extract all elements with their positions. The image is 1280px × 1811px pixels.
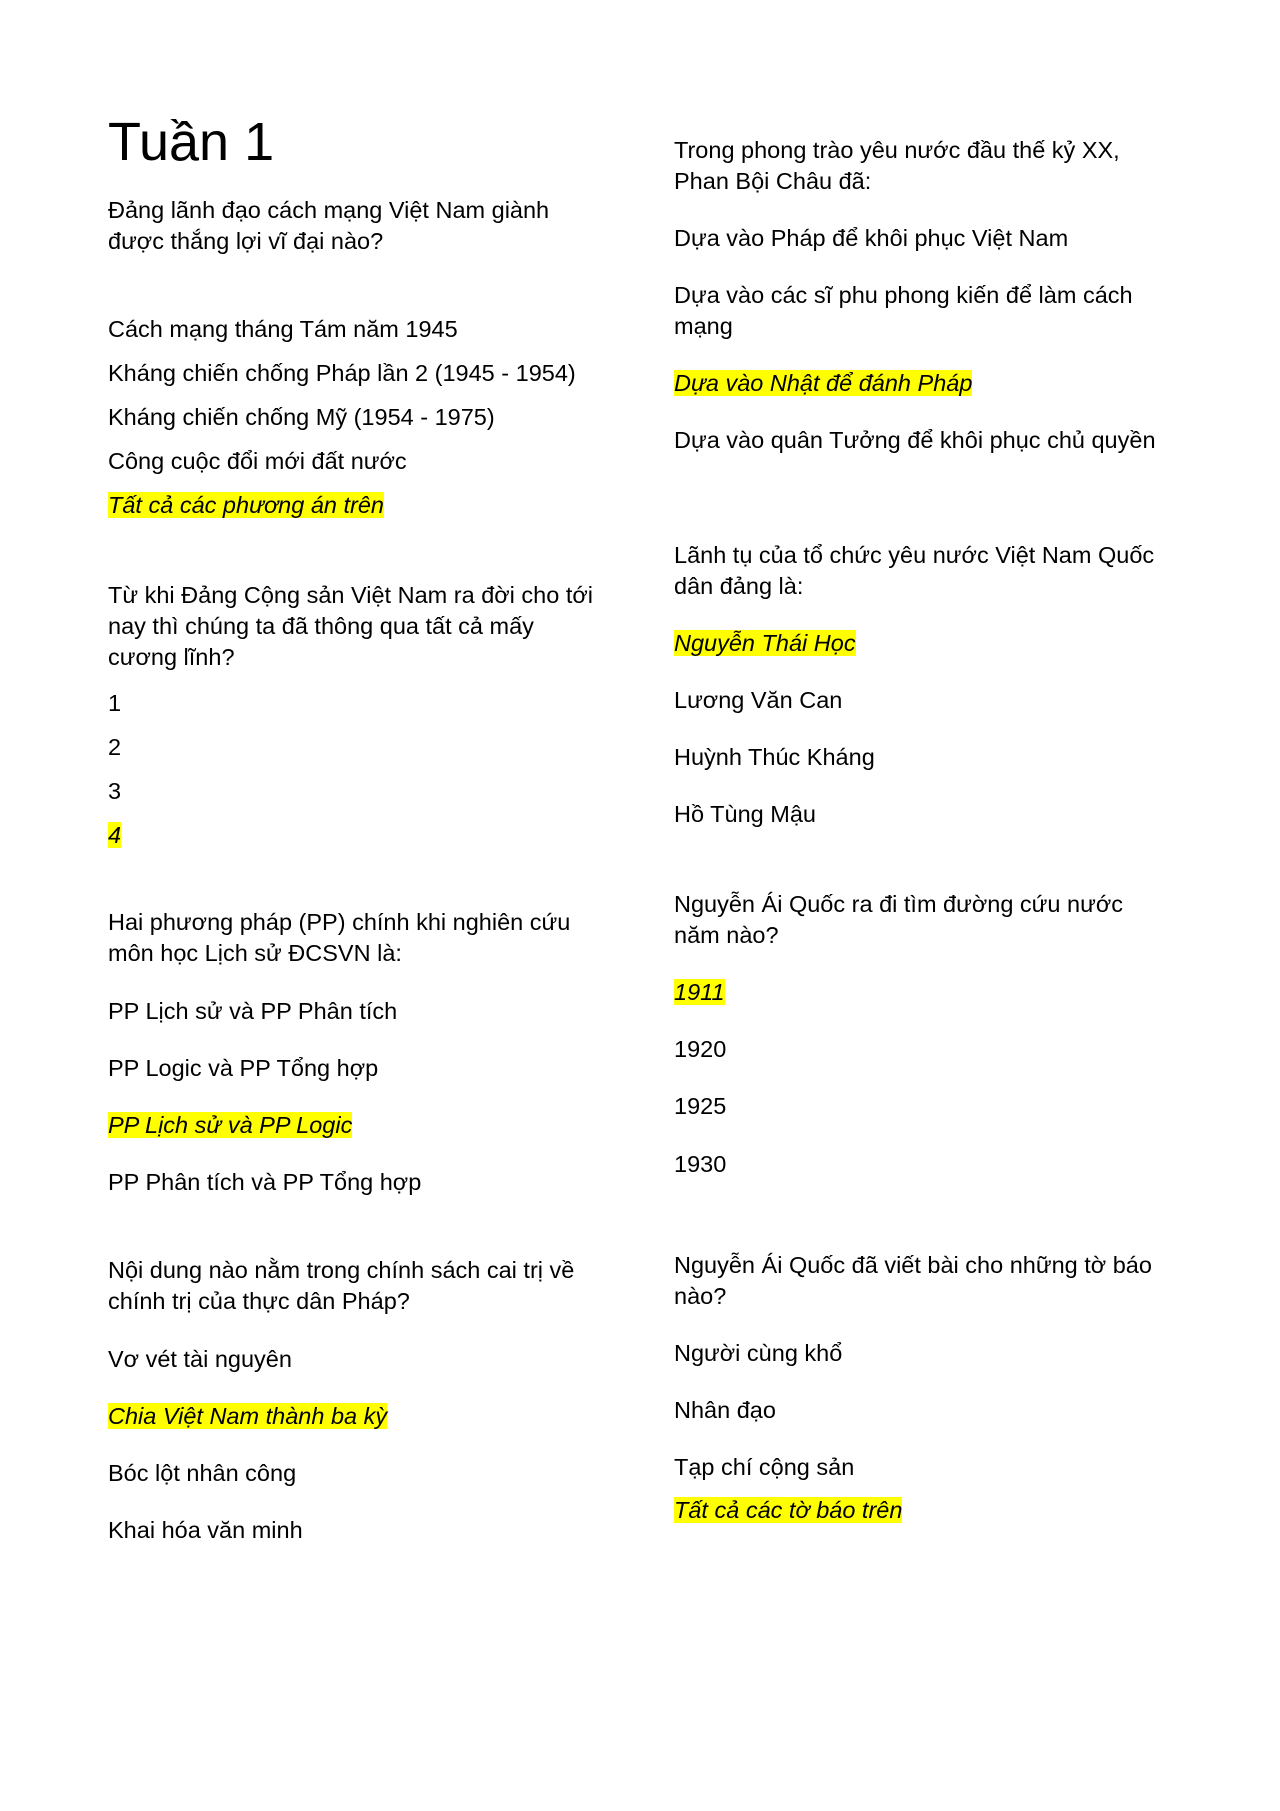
correct-answer-option — [674, 368, 972, 399]
answer-option: 2 — [108, 734, 122, 760]
answer-option: Huỳnh Thúc Kháng — [674, 744, 875, 770]
question-text: Lãnh tụ của tổ chức yêu nước Việt Nam Quốc dân đảng là: — [674, 542, 1155, 599]
correct-answer-option — [108, 1401, 387, 1432]
question-text: Trong phong trào yêu nước đầu thế kỷ XX, Phan Bội Châu đã: — [674, 137, 1120, 194]
correct-answer-highlight: Nguyễn Thái Học — [674, 630, 856, 656]
correct-answer-highlight: Dựa vào Nhật để đánh Pháp — [674, 370, 973, 396]
correct-answer-highlight: Tất cả các tờ báo trên — [674, 1497, 903, 1523]
correct-answer-highlight: 1911 — [674, 979, 725, 1005]
answer-option: Bóc lột nhân công — [108, 1460, 297, 1486]
answer-option: Người cùng khổ — [674, 1340, 843, 1366]
answer-option: Kháng chiến chống Mỹ (1954 - 1975) — [108, 404, 495, 430]
answer-option: Hồ Tùng Mậu — [674, 801, 816, 827]
answer-option: Khai hóa văn minh — [108, 1517, 303, 1543]
page-title: Tuần 1 — [108, 112, 275, 172]
answer-option: 3 — [108, 778, 122, 804]
correct-answer-option — [674, 977, 725, 1008]
answer-option: 1920 — [674, 1036, 727, 1062]
answer-option: Kháng chiến chống Pháp lần 2 (1945 - 1954) — [108, 360, 576, 386]
answer-option: Tạp chí cộng sản — [674, 1454, 855, 1480]
question-text: Hai phương pháp (PP) chính khi nghiên cứu môn học Lịch sử ĐCSVN là: — [108, 909, 571, 966]
answer-option: Công cuộc đổi mới đất nước — [108, 448, 407, 474]
question-text: Nội dung nào nằm trong chính sách cai trị về chính trị của thực dân Pháp? — [108, 1257, 575, 1314]
correct-answer-option — [674, 628, 856, 659]
answer-option: PP Logic và PP Tổng hợp — [108, 1055, 379, 1081]
answer-option: Nhân đạo — [674, 1397, 776, 1423]
answer-option: Lương Văn Can — [674, 687, 843, 713]
correct-answer-highlight: Tất cả các phương án trên — [108, 492, 384, 518]
question-text: Nguyễn Ái Quốc đã viết bài cho những tờ báo nào? — [674, 1252, 1152, 1309]
correct-answer-highlight: Chia Việt Nam thành ba kỳ — [108, 1403, 388, 1429]
question-text: Nguyễn Ái Quốc ra đi tìm đường cứu nước năm nào? — [674, 891, 1123, 948]
correct-answer-option — [108, 1110, 352, 1141]
answer-option: PP Lịch sử và PP Phân tích — [108, 998, 398, 1024]
answer-option: Vơ vét tài nguyên — [108, 1346, 292, 1372]
question-text: Từ khi Đảng Cộng sản Việt Nam ra đời cho tới nay thì chúng ta đã thông qua tất cả mấy cương lĩnh? — [108, 582, 593, 670]
answer-option: Dựa vào các sĩ phu phong kiến để làm cách mạng — [674, 282, 1133, 339]
answer-option: Cách mạng tháng Tám năm 1945 — [108, 316, 458, 342]
answer-option: Dựa vào quân Tưởng để khôi phục chủ quyền — [674, 427, 1156, 453]
correct-answer-highlight: PP Lịch sử và PP Logic — [108, 1112, 353, 1138]
answer-option: 1930 — [674, 1151, 727, 1177]
correct-answer-option — [674, 1495, 902, 1526]
answer-option: Dựa vào Pháp để khôi phục Việt Nam — [674, 225, 1069, 251]
correct-answer-option — [108, 490, 384, 521]
correct-answer-option — [108, 820, 121, 851]
question-text: Đảng lãnh đạo cách mạng Việt Nam giành được thắng lợi vĩ đại nào? — [108, 197, 550, 254]
answer-option: 1 — [108, 690, 122, 716]
correct-answer-highlight: 4 — [108, 822, 122, 848]
answer-option: PP Phân tích và PP Tổng hợp — [108, 1169, 422, 1195]
answer-option: 1925 — [674, 1093, 727, 1119]
